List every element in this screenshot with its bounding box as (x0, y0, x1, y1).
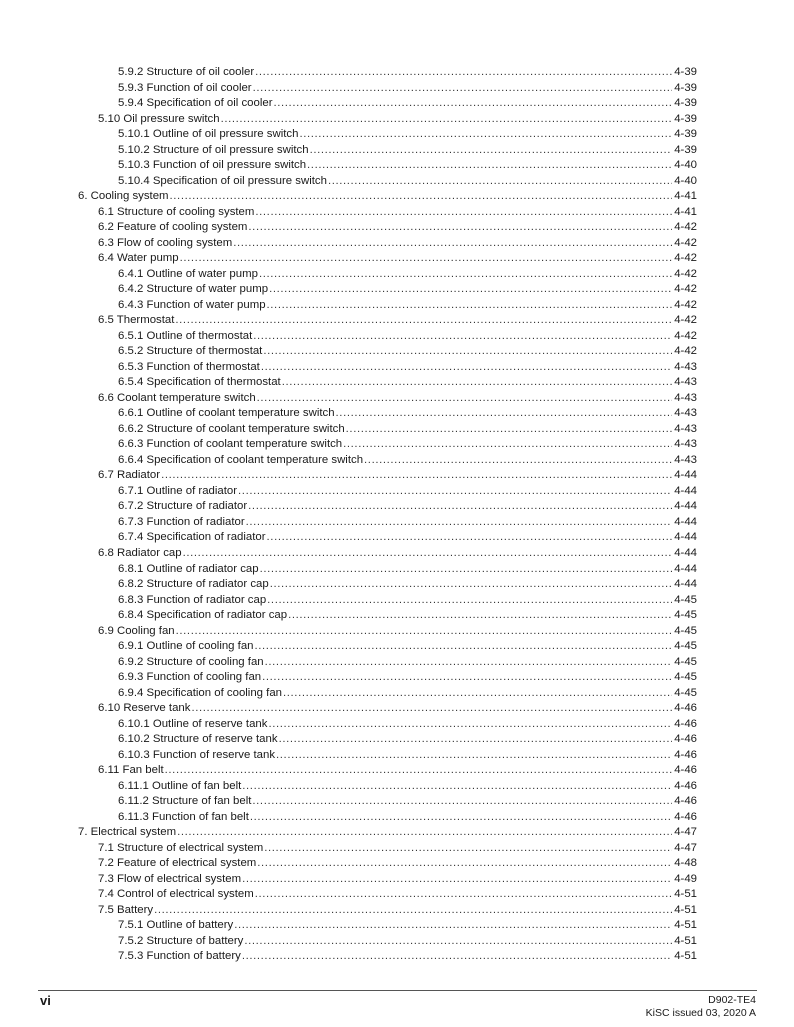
toc-dot-leader (328, 174, 672, 190)
toc-entry-page: 4-45 (674, 671, 697, 684)
toc-entry-title: 5.9.4 Specification of oil cooler (118, 97, 273, 110)
toc-entry-title: 6.7.4 Specification of radiator (118, 531, 266, 544)
toc-entry[interactable] (0, 748, 697, 764)
toc-entry-title: 6.8 Radiator cap (98, 546, 182, 559)
toc-entry-page: 4-51 (674, 934, 697, 947)
toc-dot-leader (310, 143, 673, 159)
toc-dot-leader (154, 903, 672, 919)
toc-dot-leader (267, 593, 672, 609)
toc-entry-title: 6.10.1 Outline of reserve tank (118, 717, 268, 730)
toc-entry-page: 4-51 (674, 919, 697, 932)
toc-entry-page: 4-45 (674, 686, 697, 699)
toc-entry-page: 4-45 (674, 609, 697, 622)
toc-entry-title: 6.4.3 Function of water pump (118, 298, 266, 311)
toc-entry-title: 7.5.3 Function of battery (118, 950, 241, 963)
toc-entry-title: 6.5.3 Function of thermostat (118, 360, 260, 373)
footer-divider (38, 990, 757, 991)
toc-dot-leader (264, 841, 672, 857)
toc-dot-leader (242, 872, 672, 888)
toc-entry-title: 6.10 Reserve tank (98, 702, 191, 715)
toc-entry-title: 6.3 Flow of cooling system (98, 236, 233, 249)
toc-entry-title: 6.5.1 Outline of thermostat (118, 329, 253, 342)
toc-entry[interactable] (0, 81, 697, 97)
toc-entry-title: 5.10.4 Specification of oil pressure switch (118, 174, 327, 187)
toc-entry-title: 6.10.3 Function of reserve tank (118, 748, 276, 761)
toc-entry-title: 6.1 Structure of cooling system (98, 205, 255, 218)
toc-entry-title: 6.6.2 Structure of coolant temperature switch (118, 422, 345, 435)
toc-entry-title: 6.4 Water pump (98, 252, 179, 265)
toc-entry-page: 4-47 (674, 826, 697, 839)
toc-entry-title: 6.8.2 Structure of radiator cap (118, 578, 269, 591)
toc-entry-title: 6.11 Fan belt (98, 764, 164, 777)
toc-entry-title: 7.5 Battery (98, 903, 154, 916)
toc-entry-page: 4-44 (674, 515, 697, 528)
toc-entry-page: 4-42 (674, 314, 697, 327)
footer-model: D902-TE4 (708, 994, 756, 1006)
footer-page-number: vi (40, 993, 51, 1008)
toc-entry-page: 4-39 (674, 66, 697, 78)
toc-entry-page: 4-43 (674, 453, 697, 466)
toc-dot-leader (307, 158, 672, 174)
toc-entry-page: 4-39 (674, 112, 697, 125)
toc-entry-title: 6.11.3 Function of fan belt (118, 810, 249, 823)
footer-issue: KiSC issued 03, 2020 A (645, 1007, 756, 1019)
toc-entry-title: 6.5.4 Specification of thermostat (118, 376, 281, 389)
toc-entry[interactable] (0, 499, 697, 515)
toc-entry-title: 6.8.4 Specification of radiator cap (118, 609, 288, 622)
toc-dot-leader (283, 686, 672, 702)
toc-dot-leader (180, 251, 673, 267)
toc-entry-page: 4-43 (674, 376, 697, 389)
toc-dot-leader (253, 329, 672, 345)
toc-entry-page: 4-41 (674, 205, 697, 218)
toc-entry-page: 4-44 (674, 546, 697, 559)
toc-entry-title: 7.3 Flow of electrical system (98, 872, 242, 885)
toc-entry[interactable] (0, 655, 697, 671)
toc-entry-title: 7.2 Feature of electrical system (98, 857, 257, 870)
toc-entry-page: 4-46 (674, 779, 697, 792)
toc-entry-page: 4-45 (674, 624, 697, 637)
toc-entry[interactable] (0, 251, 697, 267)
toc-entry[interactable] (0, 205, 697, 221)
toc-entry-page: 4-43 (674, 360, 697, 373)
toc-dot-leader (282, 375, 672, 391)
toc-entry[interactable] (0, 391, 697, 407)
toc-entry-page: 4-44 (674, 469, 697, 482)
toc-entry-title: 6.8.3 Function of radiator cap (118, 593, 267, 606)
toc-dot-leader (170, 189, 673, 205)
toc-entry-title: 6.7.1 Outline of radiator (118, 484, 238, 497)
toc-entry-page: 4-46 (674, 764, 697, 777)
toc-entry[interactable] (0, 65, 697, 81)
toc-entry-page: 4-40 (674, 159, 697, 172)
toc-entry-page: 4-42 (674, 221, 697, 234)
toc-entry-page: 4-43 (674, 391, 697, 404)
toc-dot-leader (255, 639, 673, 655)
toc-entry[interactable] (0, 158, 697, 174)
toc-entry[interactable] (0, 329, 697, 345)
toc-dot-leader (176, 624, 673, 640)
toc-entry-title: 5.10.1 Outline of oil pressure switch (118, 128, 299, 141)
toc-dot-leader (255, 65, 672, 81)
toc-dot-leader (242, 779, 672, 795)
toc-entry-page: 4-44 (674, 531, 697, 544)
toc-entry[interactable] (0, 701, 697, 717)
toc-entry[interactable] (0, 934, 697, 950)
toc-dot-leader (336, 406, 673, 422)
toc-entry-page: 4-45 (674, 593, 697, 606)
toc-dot-leader (276, 748, 672, 764)
toc-entry-title: 6.9.2 Structure of cooling fan (118, 655, 264, 668)
toc-entry-page: 4-39 (674, 97, 697, 110)
toc-entry[interactable] (0, 825, 697, 841)
toc-dot-leader (233, 236, 672, 252)
toc-entry-page: 4-42 (674, 252, 697, 265)
toc-entry-page: 4-48 (674, 857, 697, 870)
toc-dot-leader (257, 856, 672, 872)
toc-dot-leader (262, 670, 672, 686)
toc-entry-title: 7.1 Structure of electrical system (98, 841, 264, 854)
toc-entry-title: 6.9.4 Specification of cooling fan (118, 686, 283, 699)
toc-entry-page: 4-39 (674, 128, 697, 141)
toc-entry[interactable] (0, 562, 697, 578)
toc-entry-page: 4-44 (674, 484, 697, 497)
toc-entry-title: 7.5.2 Structure of battery (118, 934, 244, 947)
footer-info (646, 994, 756, 1020)
toc-entry-title: 5.9.3 Function of oil cooler (118, 81, 252, 94)
toc-entry[interactable] (0, 949, 697, 965)
toc-entry-title: 6.6.4 Specification of coolant temperature switch (118, 453, 364, 466)
toc-entry-title: 6.9.3 Function of cooling fan (118, 671, 262, 684)
toc-entry[interactable] (0, 717, 697, 733)
toc-entry[interactable] (0, 624, 697, 640)
toc-entry-title: 6.7.2 Structure of radiator (118, 500, 248, 513)
toc-dot-leader (177, 825, 672, 841)
toc-entry-title: 7.5.1 Outline of battery (118, 919, 234, 932)
toc-dot-leader (265, 655, 673, 671)
toc-dot-leader (248, 220, 672, 236)
toc-entry[interactable] (0, 810, 697, 826)
toc-entry-page: 4-42 (674, 345, 697, 358)
toc-entry-page: 4-49 (674, 872, 697, 885)
toc-dot-leader (242, 949, 672, 965)
toc-dot-leader (261, 360, 672, 376)
toc-entry[interactable] (0, 593, 697, 609)
toc-dot-leader (260, 562, 673, 578)
toc-entry-page: 4-43 (674, 407, 697, 420)
toc-entry[interactable] (0, 422, 697, 438)
toc-dot-leader (246, 515, 673, 531)
toc-dot-leader (288, 608, 672, 624)
toc-entry[interactable] (0, 313, 697, 329)
toc-dot-leader (255, 205, 672, 221)
toc-entry[interactable] (0, 779, 697, 795)
toc-entry-title: 6.10.2 Structure of reserve tank (118, 733, 278, 746)
toc-entry[interactable] (0, 375, 697, 391)
toc-entry-title: 6.6.3 Function of coolant temperature switch (118, 438, 343, 451)
toc-entry-title: 5.10.2 Structure of oil pressure switch (118, 143, 309, 156)
toc-entry-page: 4-44 (674, 578, 697, 591)
toc-entry[interactable] (0, 174, 697, 190)
toc-entry-page: 4-45 (674, 640, 697, 653)
toc-entry[interactable] (0, 298, 697, 314)
toc-entry[interactable] (0, 577, 697, 593)
toc-dot-leader (259, 267, 672, 283)
toc-entry-title: 7. Electrical system (78, 826, 177, 839)
toc-entry-page: 4-46 (674, 810, 697, 823)
toc-entry-title: 6.7.3 Function of radiator (118, 515, 245, 528)
toc-entry-title: 6.11.2 Structure of fan belt (118, 795, 252, 808)
toc-dot-leader (274, 96, 673, 112)
toc-entry[interactable] (0, 608, 697, 624)
toc-dot-leader (165, 763, 673, 779)
toc-entry-page: 4-42 (674, 283, 697, 296)
toc-dot-leader (267, 530, 673, 546)
toc-entry-page: 4-46 (674, 717, 697, 730)
toc-entry-page: 4-42 (674, 267, 697, 280)
toc-dot-leader (299, 127, 672, 143)
toc-entry[interactable] (0, 546, 697, 562)
toc-entry[interactable] (0, 360, 697, 376)
toc-entry[interactable] (0, 189, 697, 205)
toc-entry-title: 6.11.1 Outline of fan belt (118, 779, 242, 792)
toc-entry-page: 4-42 (674, 329, 697, 342)
toc-entry-title: 6.6 Coolant temperature switch (98, 391, 256, 404)
toc-entry-title: 6.4.1 Outline of water pump (118, 267, 258, 280)
toc-entry[interactable] (0, 112, 697, 128)
toc-dot-leader (270, 577, 672, 593)
toc-entry-page: 4-51 (674, 903, 697, 916)
toc-entry-page: 4-51 (674, 950, 697, 963)
toc-entry[interactable] (0, 856, 697, 872)
toc-dot-leader (343, 437, 672, 453)
toc-dot-leader (248, 499, 672, 515)
table-of-contents (0, 65, 794, 965)
toc-entry[interactable] (0, 639, 697, 655)
toc-entry-page: 4-39 (674, 81, 697, 94)
toc-entry[interactable] (0, 530, 697, 546)
toc-entry-page: 4-40 (674, 174, 697, 187)
toc-entry[interactable] (0, 903, 697, 919)
toc-dot-leader (268, 717, 672, 733)
toc-entry[interactable] (0, 96, 697, 112)
toc-entry[interactable] (0, 406, 697, 422)
toc-entry-title: 5.9.2 Structure of oil cooler (118, 66, 255, 78)
toc-entry-page: 4-47 (674, 841, 697, 854)
toc-entry-title: 6.2 Feature of cooling system (98, 221, 248, 234)
toc-entry-page: 4-41 (674, 190, 697, 203)
toc-dot-leader (279, 732, 673, 748)
toc-entry-page: 4-46 (674, 795, 697, 808)
toc-dot-leader (267, 298, 673, 314)
toc-dot-leader (183, 546, 673, 562)
toc-entry-page: 4-44 (674, 500, 697, 513)
toc-entry-page: 4-46 (674, 748, 697, 761)
toc-entry-title: 6.9 Cooling fan (98, 624, 175, 637)
toc-entry[interactable] (0, 918, 697, 934)
toc-dot-leader (252, 794, 672, 810)
toc-entry[interactable] (0, 887, 697, 903)
toc-entry-page: 4-42 (674, 236, 697, 249)
toc-entry-page: 4-43 (674, 438, 697, 451)
toc-entry[interactable] (0, 841, 697, 857)
toc-dot-leader (269, 282, 672, 298)
toc-entry-page: 4-46 (674, 702, 697, 715)
toc-dot-leader (175, 313, 672, 329)
toc-entry[interactable] (0, 794, 697, 810)
toc-entry[interactable] (0, 127, 697, 143)
toc-dot-leader (257, 391, 673, 407)
toc-dot-leader (191, 701, 672, 717)
toc-entry-title: 6.7 Radiator (98, 469, 161, 482)
toc-entry[interactable] (0, 763, 697, 779)
toc-entry[interactable] (0, 453, 697, 469)
toc-entry-title: 6.6.1 Outline of coolant temperature switch (118, 407, 335, 420)
toc-dot-leader (161, 468, 672, 484)
toc-dot-leader (364, 453, 672, 469)
toc-entry[interactable] (0, 143, 697, 159)
toc-entry-title: 6.9.1 Outline of cooling fan (118, 640, 254, 653)
toc-entry[interactable] (0, 267, 697, 283)
toc-entry[interactable] (0, 732, 697, 748)
toc-entry[interactable] (0, 236, 697, 252)
toc-dot-leader (250, 810, 672, 826)
toc-entry[interactable] (0, 437, 697, 453)
toc-entry-title: 6.5 Thermostat (98, 314, 175, 327)
toc-dot-leader (221, 112, 673, 128)
toc-entry-title: 5.10.3 Function of oil pressure switch (118, 159, 307, 172)
toc-entry[interactable] (0, 670, 697, 686)
toc-dot-leader (238, 484, 672, 500)
toc-entry-title: 6. Cooling system (78, 190, 169, 203)
toc-dot-leader (346, 422, 673, 438)
toc-entry-title: 7.4 Control of electrical system (98, 888, 254, 901)
toc-entry-page: 4-45 (674, 655, 697, 668)
toc-entry-page: 4-42 (674, 298, 697, 311)
toc-entry[interactable] (0, 344, 697, 360)
toc-entry[interactable] (0, 872, 697, 888)
toc-dot-leader (263, 344, 672, 360)
toc-entry[interactable] (0, 515, 697, 531)
toc-dot-leader (253, 81, 673, 97)
toc-entry[interactable] (0, 686, 697, 702)
toc-entry[interactable] (0, 282, 697, 298)
toc-entry-title: 5.10 Oil pressure switch (98, 112, 220, 125)
toc-entry-title: 6.8.1 Outline of radiator cap (118, 562, 259, 575)
toc-dot-leader (244, 934, 672, 950)
toc-entry-page: 4-44 (674, 562, 697, 575)
toc-entry-page: 4-43 (674, 422, 697, 435)
toc-entry-title: 6.5.2 Structure of thermostat (118, 345, 263, 358)
toc-entry[interactable] (0, 468, 697, 484)
toc-dot-leader (255, 887, 672, 903)
toc-entry-page: 4-51 (674, 888, 697, 901)
toc-entry-page: 4-46 (674, 733, 697, 746)
toc-entry[interactable] (0, 220, 697, 236)
toc-entry-title: 6.4.2 Structure of water pump (118, 283, 269, 296)
toc-dot-leader (234, 918, 672, 934)
toc-entry-page: 4-39 (674, 143, 697, 156)
toc-entry[interactable] (0, 484, 697, 500)
